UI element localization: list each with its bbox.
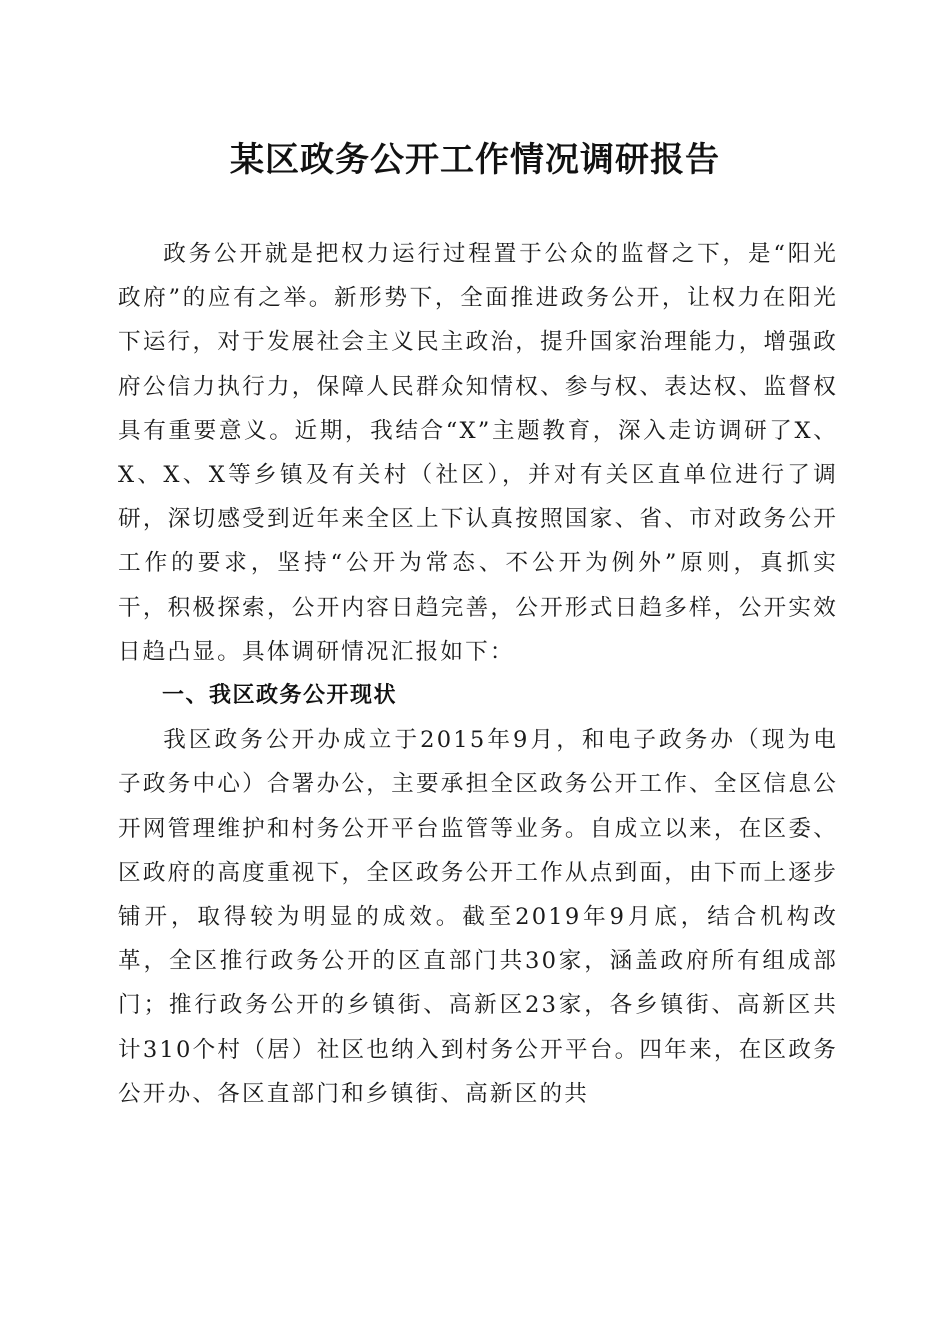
document-body	[118, 232, 838, 1116]
paragraph-intro: 政务公开就是把权力运行过程置于公众的监督之下，是“阳光政府”的应有之举。新形势下，全面推进政务公开，让权力在阳光下运行，对于发展社会主义民主政治，提升国家治理能力，增强政府公信力执行力，保障人民群众知情权、参与权、表达权、监督权具有重要意义。近期，我结合“X”主题教育，深入走访调研了X、X、X、X等乡镇及有关村（社区），并对有关区直单位进行了调研，深切感受到近年来全区上下认真按照国家、省、市对政务公开工作的要求，坚持“公开为常态、不公开为例外”原则，真抓实干，积极探索，公开内容日趋完善，公开形式日趋多样，公开实效日趋凸显。具体调研情况汇报如下：	[118, 241, 838, 665]
section-heading-current-status: 一、我区政务公开现状	[162, 683, 398, 709]
paragraph-current-status: 我区政务公开办成立于2015年9月，和电子政务办（现为电子政务中心）合署办公，主要承担全区政务公开工作、全区信息公开网管理维护和村务公开平台监管等业务。自成立以来，在区委、区政府的高度重视下，全区政务公开工作从点到面，由下而上逐步铺开，取得较为明显的成效。截至2019年9月底，结合机构改革，全区推行政务公开的区直部门共30家，涵盖政府所有组成部门；推行政务公开的乡镇街、高新区23家，各乡镇街、高新区共计310个村（居）社区也纳入到村务公开平台。四年来，在区政务公开办、各区直部门和乡镇街、高新区的共	[118, 727, 838, 1107]
document-title: 某区政务公开工作情况调研报告	[230, 140, 720, 180]
